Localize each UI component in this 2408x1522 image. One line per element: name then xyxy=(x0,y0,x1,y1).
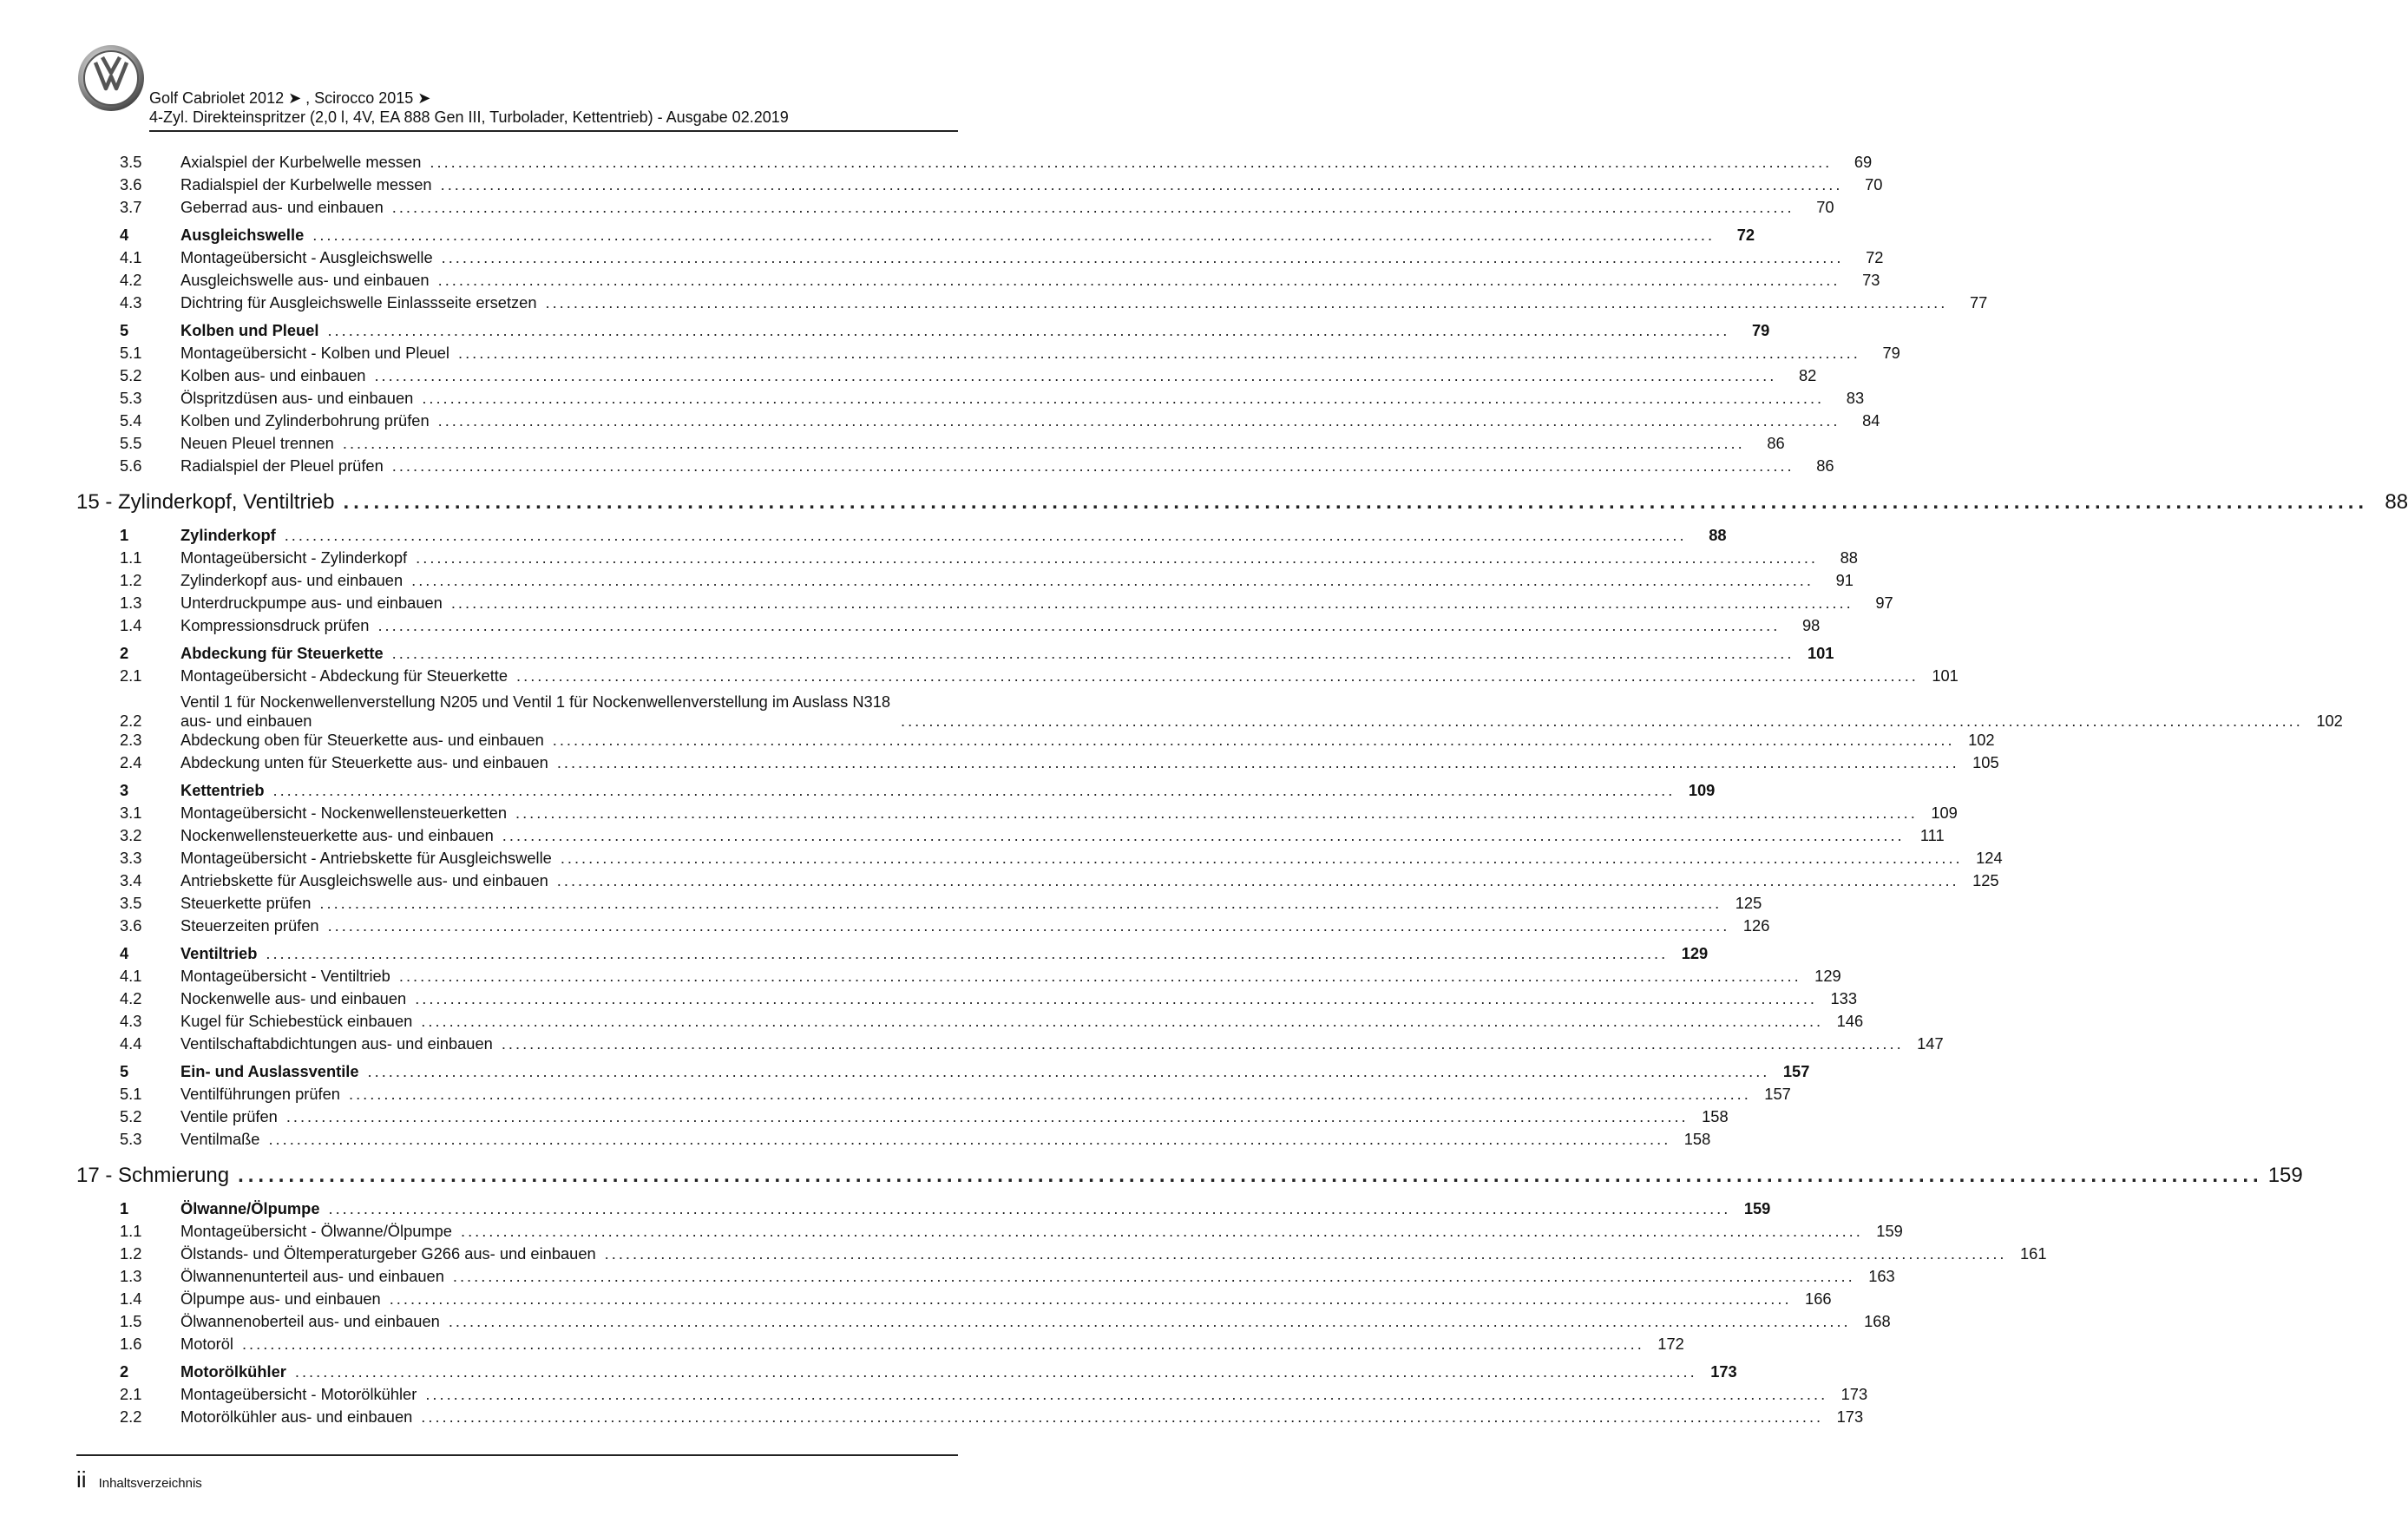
toc-number: 5 xyxy=(120,1062,129,1080)
toc-leader-dots: ........................................................................................................................................................................................................ xyxy=(552,731,1955,749)
toc-number: 5.1 xyxy=(120,1085,142,1103)
toc-entry[interactable] xyxy=(76,175,1883,198)
toc-leader-dots: ........................................................................................................................................................................................................ xyxy=(343,490,2369,514)
toc-chapter[interactable] xyxy=(76,489,2408,521)
toc-page-number: 125 xyxy=(1972,871,1999,889)
toc-entry[interactable] xyxy=(76,571,1854,594)
toc-leader-dots: ........................................................................................................................................................................................................ xyxy=(391,198,1795,216)
toc-number: 1.4 xyxy=(120,616,142,634)
toc-number: 4.3 xyxy=(120,1012,142,1030)
toc-page-number: 91 xyxy=(1835,571,1854,589)
toc-page-number: 159 xyxy=(1876,1222,1903,1240)
toc-leader-dots: ........................................................................................................................................................................................................ xyxy=(285,1107,1689,1125)
toc-leader-dots: ........................................................................................................................................................................................................ xyxy=(437,411,1840,430)
toc-title: Ventilführungen prüfen xyxy=(180,1085,340,1103)
toc-leader-dots: ........................................................................................................................................................................................................ xyxy=(312,226,1716,244)
toc-page-number: 126 xyxy=(1742,916,1770,935)
toc-page-number: 157 xyxy=(1782,1062,1810,1080)
toc-leader-dots: ........................................................................................................................................................................................................ xyxy=(604,1244,2007,1263)
toc-entry[interactable] xyxy=(76,548,1858,571)
toc-title: Montageübersicht - Abdeckung für Steuerkette xyxy=(180,666,509,685)
toc-number: 3.4 xyxy=(120,871,142,889)
toc-number: 2.4 xyxy=(120,753,142,771)
toc-title: Nockenwellensteuerkette aus- und einbauen xyxy=(180,826,494,844)
toc-page-number: 125 xyxy=(1735,894,1762,912)
toc-title: Montageübersicht - Ölwanne/Ölpumpe xyxy=(180,1222,452,1240)
toc-number: 1.2 xyxy=(120,571,142,589)
toc-leader-dots: ........................................................................................................................................................................................................ xyxy=(448,1312,1851,1330)
toc-number: 4 xyxy=(120,226,129,244)
toc-page-number: 84 xyxy=(1862,411,1880,430)
toc-leader-dots: ........................................................................................................................................................................................................ xyxy=(415,989,1818,1007)
toc-page-number: 79 xyxy=(1751,321,1770,339)
toc-title: Montageübersicht - Zylinderkopf xyxy=(180,548,408,567)
toc-title: Ölwannenoberteil aus- und einbauen xyxy=(180,1312,440,1330)
toc-entry[interactable] xyxy=(76,1407,1864,1430)
header-vehicle-line: Golf Cabriolet 2012 ➤ , Scirocco 2015 ➤ xyxy=(149,89,431,107)
toc-leader-dots: ........................................................................................................................................................................................................ xyxy=(901,712,2303,730)
toc-page-number: 161 xyxy=(2019,1244,2047,1263)
toc-title: Kolben und Zylinderbohrung prüfen xyxy=(180,411,430,430)
toc-leader-dots: ........................................................................................................................................................................................................ xyxy=(377,616,1781,634)
toc-number: 3.7 xyxy=(120,198,142,216)
toc-number: 4.4 xyxy=(120,1034,142,1053)
toc-entry[interactable] xyxy=(76,1335,1684,1357)
toc-leader-dots: ........................................................................................................................................................................................................ xyxy=(556,871,1959,889)
toc-number: 5.6 xyxy=(120,456,142,475)
toc-page-number: 109 xyxy=(1931,804,1958,822)
toc-entry[interactable] xyxy=(76,849,2003,871)
toc-title: Ventilmaße xyxy=(180,1130,260,1148)
toc-leader-dots: ........................................................................................................................................................................................................ xyxy=(452,1267,1855,1285)
toc-page-number: 129 xyxy=(1681,944,1709,962)
toc-title: Ventile prüfen xyxy=(180,1107,278,1125)
toc-leader-dots: ........................................................................................................................................................................................................ xyxy=(238,1164,2263,1187)
toc-title: Neuen Pleuel trennen xyxy=(180,434,334,452)
toc-page-number: 159 xyxy=(1743,1199,1771,1217)
header-engine-line: 4-Zyl. Direkteinspritzer (2,0 l, 4V, EA 888 Gen III, Turbolader, Kettentrieb) - Ausgabe 02.2019 xyxy=(149,108,789,126)
toc-leader-dots: ........................................................................................................................................................................................................ xyxy=(328,1199,1731,1217)
toc-entry[interactable] xyxy=(76,804,1958,826)
toc-number: 3.2 xyxy=(120,826,142,844)
toc-leader-dots: ........................................................................................................................................................................................................ xyxy=(389,1289,1792,1308)
toc-title: Kolben und Pleuel xyxy=(180,321,319,339)
toc-number: 3 xyxy=(120,781,129,799)
toc-page-number: 69 xyxy=(1854,153,1873,171)
toc-title: Dichtring für Ausgleichswelle Einlassseite ersetzen xyxy=(180,293,537,312)
toc-page-number: 159 xyxy=(2267,1164,2303,1187)
toc-entry[interactable] xyxy=(76,1267,1895,1289)
toc-leader-dots: ........................................................................................................................................................................................................ xyxy=(440,175,1843,194)
toc-number: 1.1 xyxy=(120,1222,142,1240)
toc-leader-dots: ........................................................................................................................................................................................................ xyxy=(266,944,1669,962)
toc-page-number: 82 xyxy=(1798,366,1817,384)
toc-page-number: 146 xyxy=(1836,1012,1864,1030)
toc-section[interactable] xyxy=(76,321,1770,344)
toc-page-number: 73 xyxy=(1862,271,1880,289)
toc-page-number: 83 xyxy=(1846,389,1865,407)
toc-page-number: 86 xyxy=(1816,456,1834,475)
toc-title: Axialspiel der Kurbelwelle messen xyxy=(180,153,422,171)
toc-entry[interactable] xyxy=(76,753,1999,776)
toc-entry[interactable] xyxy=(76,1222,1903,1244)
toc-leader-dots: ........................................................................................................................................................................................................ xyxy=(450,594,1854,612)
toc-title: Abdeckung für Steuerkette xyxy=(180,644,384,662)
toc-entry[interactable] xyxy=(76,389,1865,411)
toc-entry[interactable] xyxy=(76,894,1762,916)
toc-entry[interactable] xyxy=(76,366,1817,389)
toc-leader-dots: ........................................................................................................................................................................................................ xyxy=(398,967,1801,985)
toc-title: Montageübersicht - Ausgleichswelle xyxy=(180,248,433,266)
toc-number: 3.6 xyxy=(120,916,142,935)
toc-leader-dots: ........................................................................................................................................................................................................ xyxy=(556,753,1959,771)
toc-leader-dots: ........................................................................................................................................................................................................ xyxy=(545,293,1948,312)
toc-number: 4.3 xyxy=(120,293,142,312)
toc-page-number: 79 xyxy=(1882,344,1900,362)
toc-entry[interactable] xyxy=(76,293,1988,316)
toc-leader-dots: ........................................................................................................................................................................................................ xyxy=(416,548,1818,567)
toc-page-number: 158 xyxy=(1702,1107,1729,1125)
toc-number: 3.5 xyxy=(120,894,142,912)
toc-page-number: 102 xyxy=(1968,731,1995,749)
toc-number: 4 xyxy=(120,944,129,962)
toc-page-number: 172 xyxy=(1657,1335,1684,1353)
toc-page-number: 88 xyxy=(1709,526,1727,544)
toc-entry[interactable] xyxy=(76,871,1999,894)
toc-leader-dots: ........................................................................................................................................................................................................ xyxy=(367,1062,1770,1080)
toc-leader-dots: ........................................................................................................................................................................................................ xyxy=(515,804,1918,822)
toc-title: Ventiltrieb xyxy=(180,944,258,962)
toc-title: Kettentrieb xyxy=(180,781,265,799)
toc-page-number: 72 xyxy=(1736,226,1755,244)
toc-number: 5.3 xyxy=(120,1130,142,1148)
toc-entry[interactable] xyxy=(76,1107,1729,1130)
toc-number: 5.2 xyxy=(120,366,142,384)
toc-leader-dots: ........................................................................................................................................................................................................ xyxy=(516,666,1919,685)
toc-entry[interactable] xyxy=(76,826,1945,849)
toc-entry[interactable] xyxy=(76,666,1959,689)
toc-number: 4.1 xyxy=(120,967,142,985)
toc-leader-dots: ........................................................................................................................................................................................................ xyxy=(421,1407,1824,1426)
toc-title: 17 - Schmierung xyxy=(76,1164,230,1187)
footer-label: Inhaltsverzeichnis xyxy=(98,1476,202,1491)
toc-page-number: 98 xyxy=(1801,616,1821,634)
toc-entry[interactable] xyxy=(76,153,1873,175)
toc-entry[interactable] xyxy=(76,434,1785,456)
toc-chapter[interactable] xyxy=(76,1163,2303,1194)
toc-number: 5.2 xyxy=(120,1107,142,1125)
toc-page-number: 124 xyxy=(1976,849,2003,867)
toc-number: 1.5 xyxy=(120,1312,142,1330)
table-of-contents xyxy=(76,153,2408,1430)
toc-entry[interactable] xyxy=(76,594,1893,616)
toc-number: 5.1 xyxy=(120,344,142,362)
toc-entry[interactable] xyxy=(76,689,2343,731)
toc-number: 5.3 xyxy=(120,389,142,407)
toc-number: 5.5 xyxy=(120,434,142,452)
toc-page-number: 173 xyxy=(1840,1385,1868,1403)
toc-leader-dots: ........................................................................................................................................................................................................ xyxy=(391,456,1795,475)
toc-number: 5.4 xyxy=(120,411,142,430)
toc-page-number: 105 xyxy=(1972,753,1999,771)
toc-page-number: 163 xyxy=(1868,1267,1895,1285)
toc-number: 1.4 xyxy=(120,1289,142,1308)
toc-page-number: 101 xyxy=(1807,644,1834,662)
toc-number: 2 xyxy=(120,644,129,662)
toc-title: Kolben aus- und einbauen xyxy=(180,366,366,384)
toc-title: Montageübersicht - Antriebskette für Ausgleichswelle xyxy=(180,849,552,867)
toc-title: Radialspiel der Pleuel prüfen xyxy=(180,456,384,475)
toc-title: Ausgleichswelle xyxy=(180,226,305,244)
vw-logo xyxy=(76,43,146,113)
toc-title: Montageübersicht - Nockenwellensteuerketten xyxy=(180,804,507,822)
toc-title: Zylinderkopf aus- und einbauen xyxy=(180,571,404,589)
toc-section[interactable] xyxy=(76,1362,1737,1385)
toc-section[interactable] xyxy=(76,226,1755,248)
toc-entry[interactable] xyxy=(76,1312,1891,1335)
toc-title: Geberrad aus- und einbauen xyxy=(180,198,384,216)
toc-page-number: 102 xyxy=(2316,712,2343,730)
toc-title: Ausgleichswelle aus- und einbauen xyxy=(180,271,430,289)
toc-title: Steuerzeiten prüfen xyxy=(180,916,319,935)
toc-leader-dots: ........................................................................................................................................................................................................ xyxy=(327,321,1730,339)
toc-number: 1.1 xyxy=(120,548,142,567)
toc-number: 1 xyxy=(120,1199,129,1217)
toc-title: Ventil 1 für Nockenwellenverstellung N205 und Ventil 1 für Nockenwellenverstellung im Auslass N318 aus- und einbauen xyxy=(180,692,891,730)
toc-number: 3.1 xyxy=(120,804,142,822)
toc-entry[interactable] xyxy=(76,616,1821,639)
toc-entry[interactable] xyxy=(76,1034,1944,1057)
toc-title: Ein- und Auslassventile xyxy=(180,1062,359,1080)
toc-title: Ölstands- und Öltemperaturgeber G266 aus- und einbauen xyxy=(180,1244,596,1263)
toc-page-number: 111 xyxy=(1919,826,1945,844)
toc-title: Abdeckung oben für Steuerkette aus- und einbauen xyxy=(180,731,544,749)
toc-title: Ventilschaftabdichtungen aus- und einbauen xyxy=(180,1034,493,1053)
toc-number: 4.1 xyxy=(120,248,142,266)
toc-entry[interactable] xyxy=(76,344,1900,366)
toc-page-number: 133 xyxy=(1830,989,1858,1007)
toc-page-number: 88 xyxy=(2385,490,2408,514)
toc-number: 1 xyxy=(120,526,129,544)
toc-title: Ölwannenunterteil aus- und einbauen xyxy=(180,1267,444,1285)
toc-leader-dots: ........................................................................................................................................................................................................ xyxy=(268,1130,1671,1148)
toc-leader-dots: ........................................................................................................................................................................................................ xyxy=(422,389,1825,407)
toc-section[interactable] xyxy=(76,644,1834,666)
toc-page-number: 157 xyxy=(1764,1085,1791,1103)
toc-title: Motoröl xyxy=(180,1335,233,1353)
toc-entry[interactable] xyxy=(76,1012,1864,1034)
toc-title: Unterdruckpumpe aus- und einbauen xyxy=(180,594,443,612)
toc-page-number: 168 xyxy=(1864,1312,1891,1330)
toc-leader-dots: ........................................................................................................................................................................................................ xyxy=(241,1335,1644,1353)
toc-page-number: 129 xyxy=(1814,967,1841,985)
toc-number: 2 xyxy=(120,1362,129,1381)
toc-leader-dots: ........................................................................................................................................................................................................ xyxy=(457,344,1860,362)
toc-number: 5 xyxy=(120,321,129,339)
toc-leader-dots: ........................................................................................................................................................................................................ xyxy=(327,916,1730,935)
toc-title: Antriebskette für Ausgleichswelle aus- und einbauen xyxy=(180,871,548,889)
document-header xyxy=(149,89,789,127)
toc-leader-dots: ........................................................................................................................................................................................................ xyxy=(437,271,1840,289)
toc-page-number: 158 xyxy=(1683,1130,1711,1148)
toc-entry[interactable] xyxy=(76,1130,1711,1152)
footer-rule xyxy=(76,1454,958,1456)
toc-entry[interactable] xyxy=(76,456,1834,479)
header-rule xyxy=(149,130,958,132)
toc-entry[interactable] xyxy=(76,1244,2047,1267)
toc-section[interactable] xyxy=(76,1199,1771,1222)
toc-page-number: 86 xyxy=(1767,434,1785,452)
toc-leader-dots: ........................................................................................................................................................................................................ xyxy=(348,1085,1751,1103)
toc-title: 15 - Zylinderkopf, Ventiltrieb xyxy=(76,490,335,514)
toc-section[interactable] xyxy=(76,1062,1810,1085)
toc-entry[interactable] xyxy=(76,1085,1791,1107)
toc-leader-dots: ........................................................................................................................................................................................................ xyxy=(342,434,1745,452)
toc-section[interactable] xyxy=(76,781,1716,804)
toc-title: Montageübersicht - Kolben und Pleuel xyxy=(180,344,449,362)
toc-leader-dots: ........................................................................................................................................................................................................ xyxy=(430,153,1833,171)
toc-leader-dots: ........................................................................................................................................................................................................ xyxy=(374,366,1777,384)
toc-title: Ölpumpe aus- und einbauen xyxy=(180,1289,381,1308)
toc-entry[interactable] xyxy=(76,198,1834,220)
toc-page-number: 97 xyxy=(1875,594,1893,612)
toc-number: 3.6 xyxy=(120,175,142,194)
toc-title: Montageübersicht - Ventiltrieb xyxy=(180,967,390,985)
toc-number: 2.3 xyxy=(120,731,142,749)
footer-page-number: ii xyxy=(76,1466,87,1492)
toc-number: 3.3 xyxy=(120,849,142,867)
toc-entry[interactable] xyxy=(76,989,1858,1012)
toc-number: 1.6 xyxy=(120,1335,142,1353)
toc-title: Motorölkühler xyxy=(180,1362,286,1381)
toc-page-number: 109 xyxy=(1688,781,1716,799)
toc-entry[interactable] xyxy=(76,731,1995,753)
toc-leader-dots: ........................................................................................................................................................................................................ xyxy=(421,1012,1824,1030)
toc-title: Ölspritzdüsen aus- und einbauen xyxy=(180,389,414,407)
toc-page-number: 72 xyxy=(1866,248,1884,266)
toc-title: Ölwanne/Ölpumpe xyxy=(180,1199,320,1217)
toc-number: 2.2 xyxy=(120,712,142,730)
toc-page-number: 166 xyxy=(1805,1289,1832,1308)
page-footer xyxy=(76,1466,202,1493)
toc-section[interactable] xyxy=(76,944,1709,967)
toc-entry[interactable] xyxy=(76,1385,1868,1407)
toc-leader-dots: ........................................................................................................................................................................................................ xyxy=(411,571,1814,589)
toc-title: Steuerkette prüfen xyxy=(180,894,312,912)
toc-leader-dots: ........................................................................................................................................................................................................ xyxy=(319,894,1722,912)
toc-number: 1.3 xyxy=(120,1267,142,1285)
toc-section[interactable] xyxy=(76,526,1727,548)
toc-page-number: 173 xyxy=(1836,1407,1864,1426)
toc-entry[interactable] xyxy=(76,967,1841,989)
toc-leader-dots: ........................................................................................................................................................................................................ xyxy=(425,1385,1828,1403)
toc-entry[interactable] xyxy=(76,271,1880,293)
toc-page-number: 88 xyxy=(1840,548,1858,567)
toc-title: Motorölkühler aus- und einbauen xyxy=(180,1407,413,1426)
toc-page-number: 101 xyxy=(1932,666,1959,685)
toc-entry[interactable] xyxy=(76,411,1880,434)
toc-leader-dots: ........................................................................................................................................................................................................ xyxy=(560,849,1963,867)
toc-page-number: 70 xyxy=(1865,175,1883,194)
toc-number: 4.2 xyxy=(120,989,142,1007)
toc-entry[interactable] xyxy=(76,248,1884,271)
toc-leader-dots: ........................................................................................................................................................................................................ xyxy=(272,781,1676,799)
toc-title: Abdeckung unten für Steuerkette aus- und einbauen xyxy=(180,753,548,771)
toc-number: 2.1 xyxy=(120,1385,142,1403)
toc-leader-dots: ........................................................................................................................................................................................................ xyxy=(441,248,1844,266)
toc-number: 1.2 xyxy=(120,1244,142,1263)
toc-number: 3.5 xyxy=(120,153,142,171)
toc-number: 2.1 xyxy=(120,666,142,685)
toc-leader-dots: ........................................................................................................................................................................................................ xyxy=(294,1362,1697,1381)
toc-number: 1.3 xyxy=(120,594,142,612)
toc-title: Nockenwelle aus- und einbauen xyxy=(180,989,407,1007)
toc-leader-dots: ........................................................................................................................................................................................................ xyxy=(391,644,1795,662)
toc-title: Zylinderkopf xyxy=(180,526,276,544)
toc-leader-dots: ........................................................................................................................................................................................................ xyxy=(502,826,1905,844)
toc-page-number: 70 xyxy=(1816,198,1834,216)
toc-leader-dots: ........................................................................................................................................................................................................ xyxy=(284,526,1687,544)
toc-title: Montageübersicht - Motorölkühler xyxy=(180,1385,417,1403)
toc-title: Kompressionsdruck prüfen xyxy=(180,616,370,634)
toc-leader-dots: ........................................................................................................................................................................................................ xyxy=(460,1222,1863,1240)
toc-entry[interactable] xyxy=(76,1289,1832,1312)
toc-page-number: 77 xyxy=(1970,293,1988,312)
toc-number: 4.2 xyxy=(120,271,142,289)
toc-title: Kugel für Schiebestück einbauen xyxy=(180,1012,413,1030)
toc-page-number: 147 xyxy=(1917,1034,1944,1053)
toc-number: 2.2 xyxy=(120,1407,142,1426)
toc-entry[interactable] xyxy=(76,916,1770,939)
toc-leader-dots: ........................................................................................................................................................................................................ xyxy=(501,1034,1904,1053)
toc-title: Radialspiel der Kurbelwelle messen xyxy=(180,175,432,194)
toc-page-number: 173 xyxy=(1710,1362,1737,1381)
